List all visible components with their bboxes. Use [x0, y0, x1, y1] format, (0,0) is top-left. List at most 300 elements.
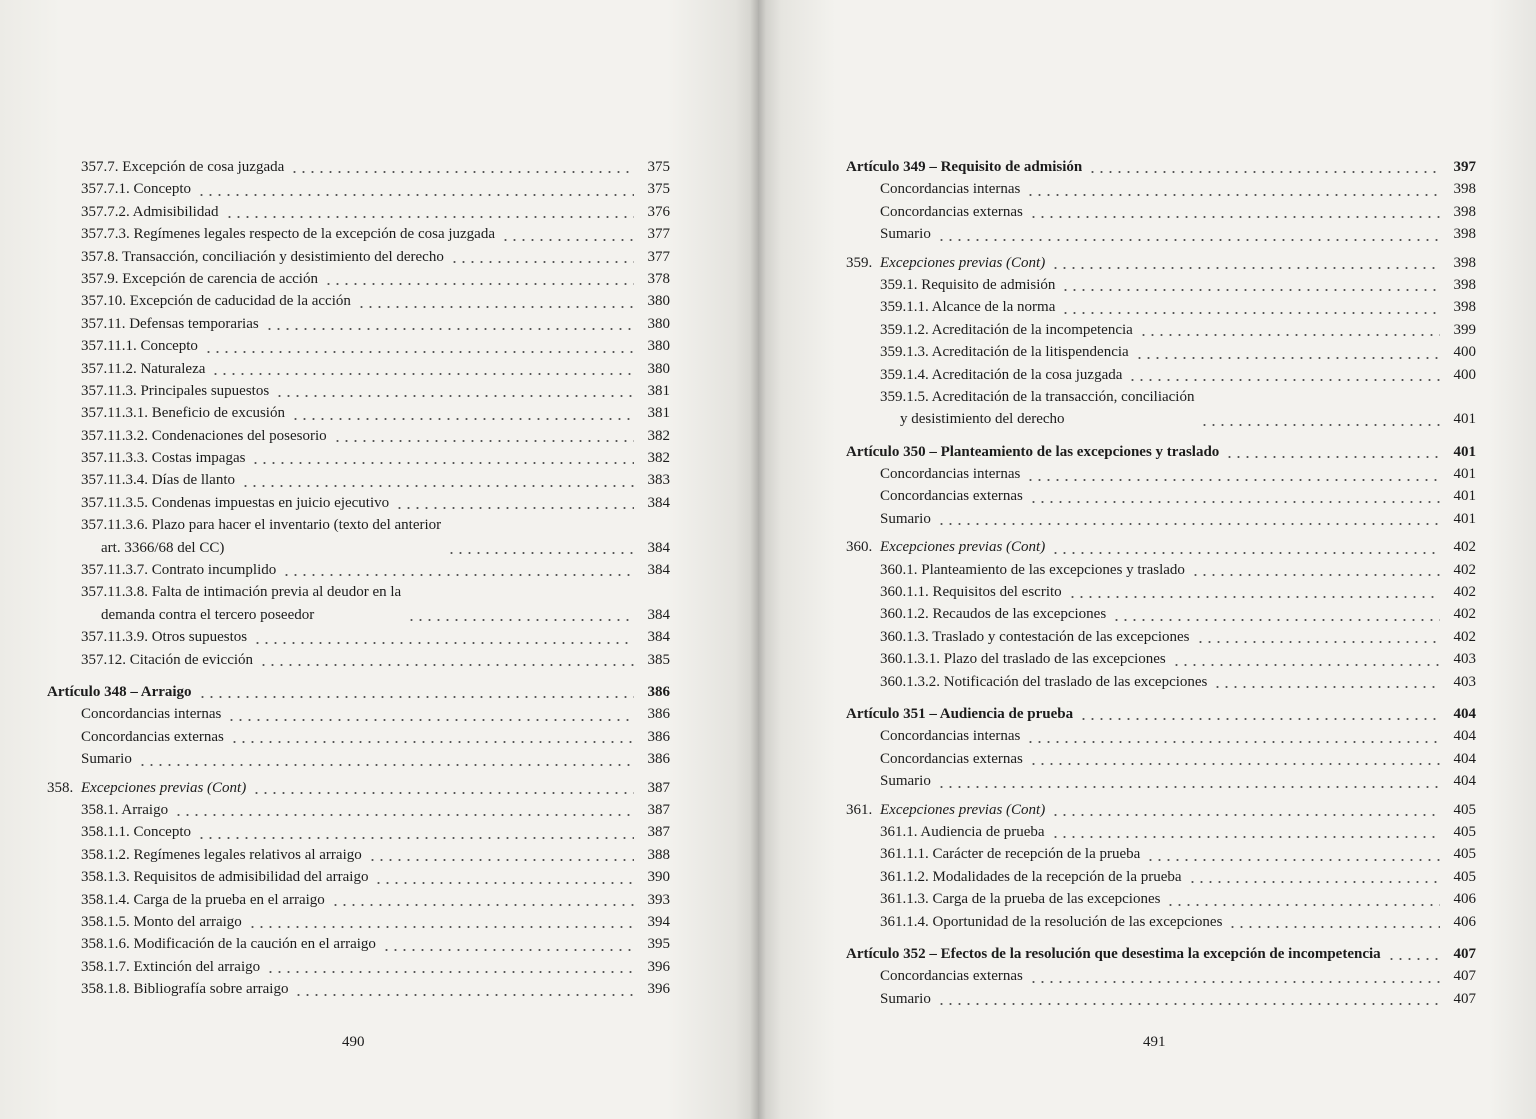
entry-title-line-2: demanda contra el tercero poseedor: [101, 606, 315, 623]
entry-title: 357.11.2. Naturaleza: [81, 360, 206, 377]
entry-page-number: 402: [1453, 606, 1476, 623]
dot-leader: [1026, 741, 1440, 743]
entry-title: 359.1. Requisito de admisión: [880, 276, 1056, 293]
toc-entry: [47, 626, 670, 648]
article-title: Artículo 352 – Efectos de la resolución que desestima la excepción de incompetencia: [846, 945, 1381, 962]
dot-leader: [382, 949, 634, 951]
entry-page-number: 388: [647, 846, 670, 863]
entry-title: Sumario: [880, 990, 931, 1007]
toc-entry: [47, 246, 670, 268]
dot-leader: [937, 239, 1440, 241]
dot-leader: [174, 814, 634, 816]
table-of-contents-left: [47, 156, 670, 1001]
toc-entry: [846, 888, 1476, 910]
entry-page-number: 380: [647, 338, 670, 355]
entry-title: 361.1.4. Oportunidad de la resolución de las excepciones: [880, 913, 1223, 930]
toc-entry: [47, 178, 670, 200]
dot-leader: [259, 664, 634, 666]
entry-title: 361.1. Audiencia de prueba: [880, 823, 1045, 840]
toc-entry: [47, 447, 670, 469]
toc-entry: [47, 703, 670, 725]
dot-leader: [1026, 194, 1440, 196]
entry-title: 357.11.3.2. Condenaciones del posesorio: [81, 427, 327, 444]
toc-entry: [47, 201, 670, 223]
dot-leader: [1061, 289, 1440, 291]
toc-entry: [846, 770, 1476, 792]
entry-title: 357.11.3.7. Contrato incumplido: [81, 562, 277, 579]
dot-leader: [290, 171, 634, 173]
dot-leader: [395, 507, 634, 509]
toc-article-heading: [846, 943, 1476, 965]
article-title: Artículo 351 – Audiencia de prueba: [846, 706, 1074, 722]
toc-entry: [846, 843, 1476, 865]
dot-leader: [1139, 334, 1440, 336]
article-title: Artículo 348 – Arraigo: [47, 684, 192, 701]
dot-leader: [1200, 424, 1440, 426]
entry-page-number: 381: [647, 382, 670, 399]
toc-entry: [846, 319, 1476, 341]
dot-leader: [230, 741, 634, 743]
dot-leader: [211, 373, 634, 375]
entry-page-number: 396: [647, 981, 670, 998]
entry-title: 360.1.3.1. Plazo del traslado de las excepciones: [880, 651, 1166, 668]
dot-leader: [1146, 859, 1440, 861]
entry-title: 358.1.3. Requisitos de admisibilidad del arraigo: [81, 869, 369, 886]
toc-entry: [47, 223, 670, 245]
article-title: Artículo 349 – Requisito de admisión: [846, 158, 1083, 175]
dot-leader: [248, 926, 634, 928]
section-number: 360.: [846, 539, 873, 556]
dot-leader: [1166, 904, 1440, 906]
book-gutter: [750, 0, 766, 1119]
entry-title: Sumario: [880, 510, 931, 527]
toc-entry: [846, 559, 1476, 581]
entry-title: Concordancias externas: [81, 728, 224, 745]
entry-page-number: 386: [647, 684, 670, 701]
entry-page-number: 380: [647, 293, 670, 310]
entry-title: 358.1.4. Carga de la prueba en el arraigo: [81, 891, 325, 908]
entry-page-number: 377: [647, 226, 670, 243]
dot-leader: [1128, 379, 1440, 381]
dot-leader: [357, 306, 634, 308]
entry-title-line-1: 359.1.5. Acreditación de la transacción, conciliación: [880, 388, 1195, 405]
section-number: 359.: [846, 254, 873, 271]
entry-title: 357.7.1. Concepto: [81, 181, 191, 198]
entry-page-number: 386: [647, 706, 670, 723]
entry-page-number: 380: [647, 315, 670, 332]
toc-section-entry: [846, 252, 1476, 274]
entry-title: 361.1.2. Modalidades de la recepción de la prueba: [880, 868, 1182, 885]
page-number-left: 490: [342, 1034, 365, 1050]
toc-entry: [846, 911, 1476, 933]
toc-entry: [846, 274, 1476, 296]
dot-leader: [331, 904, 634, 906]
page-number-right: 491: [1143, 1034, 1166, 1050]
toc-entry: [47, 425, 670, 447]
toc-entry: [47, 469, 670, 491]
entry-title: Concordancias externas: [880, 750, 1023, 767]
entry-page-number: 377: [647, 248, 670, 265]
dot-leader: [937, 786, 1440, 788]
dot-leader: [1172, 664, 1440, 666]
toc-article-heading: [846, 156, 1476, 178]
dot-leader: [275, 395, 634, 397]
toc-entry: [846, 178, 1476, 200]
toc-entry: [47, 268, 670, 290]
dot-leader: [1029, 981, 1440, 983]
entry-page-number: 402: [1453, 584, 1476, 601]
entry-page-number: 407: [1453, 990, 1476, 1007]
section-title: Excepciones previas (Cont): [880, 254, 1046, 271]
entry-title: Sumario: [880, 773, 931, 790]
toc-article-heading: [846, 703, 1476, 725]
entry-page-number: 405: [1453, 868, 1476, 885]
dot-leader: [1225, 456, 1440, 458]
entry-title: 357.11.3.3. Costas impagas: [81, 450, 246, 467]
entry-page-number: 406: [1453, 913, 1476, 930]
toc-entry: [846, 364, 1476, 386]
dot-leader: [291, 418, 634, 420]
entry-title: 358.1.6. Modificación de la caución en el arraigo: [81, 936, 376, 953]
entry-page-number: 384: [647, 562, 670, 579]
entry-title: Sumario: [880, 226, 931, 243]
entry-page-number: 398: [1453, 254, 1476, 271]
dot-leader: [407, 619, 634, 621]
entry-title: 359.1.1. Alcance de la norma: [880, 299, 1056, 316]
entry-page-number: 385: [647, 651, 670, 668]
entry-page-number: 384: [647, 629, 670, 646]
dot-leader: [1196, 641, 1440, 643]
toc-entry: [47, 978, 670, 1000]
entry-page-number: 407: [1453, 968, 1476, 985]
toc-entry: [846, 603, 1476, 625]
toc-entry: [47, 956, 670, 978]
entry-title-line-2: art. 3366/68 del CC): [101, 539, 225, 556]
left-page: [0, 0, 758, 1119]
section-label: [846, 252, 1045, 274]
entry-title: Sumario: [81, 751, 132, 768]
right-page: [758, 0, 1536, 1119]
dot-leader: [198, 696, 634, 698]
entry-page-number: 401: [1453, 510, 1476, 527]
section-label: [846, 536, 1045, 558]
entry-title: 357.11.3.5. Condenas impuestas en juicio ejecutivo: [81, 494, 390, 511]
dot-leader: [937, 1003, 1440, 1005]
toc-entry: [47, 911, 670, 933]
dot-leader: [501, 239, 634, 241]
entry-title-line-1: 357.11.3.8. Falta de intimación previa al deudor en la: [81, 584, 402, 601]
entry-page-number: 398: [1453, 299, 1476, 316]
entry-page-number: 401: [1453, 443, 1476, 460]
toc-entry: [846, 671, 1476, 693]
entry-page-number: 400: [1453, 366, 1476, 383]
toc-entry: [846, 866, 1476, 888]
toc-entry: [47, 559, 670, 581]
dot-leader: [252, 792, 634, 794]
dot-leader: [1051, 267, 1440, 269]
dot-leader: [1088, 171, 1440, 173]
toc-entry: [47, 799, 670, 821]
entry-page-number: 402: [1453, 539, 1476, 556]
entry-title: 357.7. Excepción de cosa juzgada: [81, 158, 285, 175]
entry-title: 358.1. Arraigo: [81, 801, 169, 818]
dot-leader: [374, 882, 634, 884]
entry-title: 357.11.1. Concepto: [81, 338, 198, 355]
entry-page-number: 387: [647, 824, 670, 841]
dot-leader: [204, 351, 634, 353]
entry-page-number: 375: [647, 181, 670, 198]
dot-leader: [333, 440, 634, 442]
entry-page-number: 398: [1453, 276, 1476, 293]
dot-leader: [1061, 312, 1440, 314]
entry-page-number: 383: [647, 472, 670, 489]
toc-entry: [846, 463, 1476, 485]
entry-page-number: 375: [647, 158, 670, 175]
entry-page-number: 380: [647, 360, 670, 377]
toc-entry: [47, 380, 670, 402]
entry-title: 357.11.3. Principales supuestos: [81, 382, 270, 399]
entry-title: 357.12. Citación de evicción: [81, 651, 254, 668]
toc-entry: [846, 508, 1476, 530]
entry-title: 358.1.1. Concepto: [81, 824, 191, 841]
toc-entry: [47, 821, 670, 843]
dot-leader: [1213, 686, 1440, 688]
entry-page-number: 396: [647, 958, 670, 975]
dot-leader: [197, 837, 634, 839]
entry-title: [880, 386, 1194, 431]
section-number: 358.: [47, 779, 74, 796]
toc-entry: [47, 844, 670, 866]
dot-leader: [447, 552, 634, 554]
entry-page-number: 395: [647, 936, 670, 953]
toc-entry: [846, 296, 1476, 318]
toc-entry: [846, 821, 1476, 843]
entry-title: 357.11.3.1. Beneficio de excusión: [81, 405, 285, 422]
entry-title: 358.1.5. Monto del arraigo: [81, 913, 242, 930]
toc-entry: [47, 402, 670, 424]
entry-title: 357.10. Excepción de caducidad de la acción: [81, 293, 351, 310]
entry-title: [81, 514, 441, 559]
entry-page-number: 401: [1453, 411, 1476, 428]
dot-leader: [225, 216, 634, 218]
entry-title-line-2: y desistimiento del derecho: [900, 411, 1065, 428]
entry-title: 357.11.3.9. Otros supuestos: [81, 629, 248, 646]
toc-entry: [47, 335, 670, 357]
dot-leader: [1079, 718, 1440, 720]
dot-leader: [266, 971, 634, 973]
entry-title: 358.1.7. Extinción del arraigo: [81, 958, 261, 975]
entry-page-number: 402: [1453, 628, 1476, 645]
entry-page-number: 384: [647, 539, 670, 556]
entry-page-number: 390: [647, 869, 670, 886]
section-title: Excepciones previas (Cont): [880, 801, 1046, 818]
entry-page-number: 403: [1453, 673, 1476, 690]
entry-page-number: 382: [647, 450, 670, 467]
entry-title: 357.11. Defensas temporarias: [81, 315, 259, 332]
dot-leader: [450, 261, 634, 263]
entry-page-number: 404: [1453, 750, 1476, 767]
entry-page-number: 397: [1453, 158, 1476, 175]
toc-entry: [47, 866, 670, 888]
toc-entry: [47, 581, 670, 626]
entry-title: 357.7.3. Regímenes legales respecto de la excepción de cosa juzgada: [81, 226, 496, 243]
dot-leader: [1188, 881, 1440, 883]
dot-leader: [1026, 479, 1440, 481]
entry-page-number: 382: [647, 427, 670, 444]
toc-entry: [846, 581, 1476, 603]
dot-leader: [197, 194, 634, 196]
toc-entry: [47, 156, 670, 178]
entry-title: 360.1.2. Recaudos de las excepciones: [880, 606, 1107, 623]
entry-title: [81, 581, 401, 626]
entry-title: Concordancias internas: [880, 466, 1021, 483]
dot-leader: [1051, 814, 1440, 816]
toc-entry: [47, 492, 670, 514]
entry-title: 357.11.3.4. Días de llanto: [81, 472, 236, 489]
entry-title: 358.1.8. Bibliografía sobre arraigo: [81, 981, 289, 998]
entry-page-number: 404: [1453, 728, 1476, 745]
entry-page-number: 394: [647, 913, 670, 930]
entry-page-number: 398: [1453, 203, 1476, 220]
toc-entry: [47, 889, 670, 911]
entry-page-number: 387: [647, 779, 670, 796]
dot-leader: [1029, 501, 1440, 503]
table-of-contents-right: [846, 156, 1476, 1010]
toc-entry: [846, 201, 1476, 223]
entry-title: Concordancias internas: [880, 728, 1021, 745]
toc-entry: [47, 748, 670, 770]
entry-page-number: 404: [1453, 773, 1476, 790]
toc-section-entry: [846, 799, 1476, 821]
entry-title: 357.8. Transacción, conciliación y desistimiento del derecho: [81, 248, 444, 265]
entry-page-number: 404: [1453, 706, 1476, 722]
entry-title: 361.1.1. Carácter de recepción de la prueba: [880, 846, 1141, 863]
article-title: Artículo 350 – Planteamiento de las excepciones y traslado: [846, 443, 1220, 460]
dot-leader: [1387, 958, 1440, 960]
dot-leader: [251, 462, 634, 464]
toc-entry: [846, 965, 1476, 987]
toc-entry: [47, 514, 670, 559]
dot-leader: [324, 283, 634, 285]
entry-page-number: 393: [647, 891, 670, 908]
entry-page-number: 386: [647, 728, 670, 745]
entry-page-number: 403: [1453, 651, 1476, 668]
toc-entry: [846, 725, 1476, 747]
toc-entry: [47, 290, 670, 312]
entry-page-number: 376: [647, 203, 670, 220]
section-label: [846, 799, 1045, 821]
entry-title: Concordancias externas: [880, 968, 1023, 985]
section-label: [47, 777, 246, 799]
dot-leader: [241, 485, 634, 487]
entry-page-number: 406: [1453, 891, 1476, 908]
entry-title: 360.1.3.2. Notificación del traslado de las excepciones: [880, 673, 1208, 690]
entry-title-line-1: 357.11.3.6. Plazo para hacer el inventario (texto del anterior: [81, 517, 442, 534]
dot-leader: [227, 719, 634, 721]
dot-leader: [1135, 357, 1440, 359]
toc-entry: [846, 988, 1476, 1010]
toc-section-entry: [846, 536, 1476, 558]
dot-leader: [1112, 619, 1440, 621]
entry-title: 357.7.2. Admisibilidad: [81, 203, 219, 220]
toc-entry: [47, 358, 670, 380]
toc-entry: [846, 341, 1476, 363]
dot-leader: [253, 642, 634, 644]
entry-page-number: 384: [647, 494, 670, 511]
section-number: 361.: [846, 801, 873, 818]
toc-entry: [47, 933, 670, 955]
toc-entry: [47, 726, 670, 748]
toc-entry: [846, 486, 1476, 508]
entry-title: 360.1.1. Requisitos del escrito: [880, 584, 1062, 601]
dot-leader: [282, 574, 634, 576]
entry-title: Concordancias externas: [880, 488, 1023, 505]
dot-leader: [138, 764, 634, 766]
dot-leader: [1051, 552, 1440, 554]
entry-title: 361.1.3. Carga de la prueba de las excepciones: [880, 891, 1161, 908]
dot-leader: [1191, 574, 1440, 576]
entry-page-number: 405: [1453, 823, 1476, 840]
section-title: Excepciones previas (Cont): [81, 779, 247, 796]
entry-title: 358.1.2. Regímenes legales relativos al arraigo: [81, 846, 362, 863]
entry-page-number: 384: [647, 606, 670, 623]
entry-page-number: 405: [1453, 801, 1476, 818]
entry-title: Concordancias internas: [81, 706, 222, 723]
dot-leader: [294, 994, 634, 996]
toc-entry: [846, 223, 1476, 245]
toc-section-entry: [47, 777, 670, 799]
section-title: Excepciones previas (Cont): [880, 539, 1046, 556]
entry-title: 359.1.3. Acreditación de la litispendencia: [880, 344, 1129, 361]
dot-leader: [1029, 763, 1440, 765]
entry-page-number: 400: [1453, 344, 1476, 361]
toc-entry: [846, 748, 1476, 770]
entry-page-number: 381: [647, 405, 670, 422]
entry-title: Concordancias externas: [880, 203, 1023, 220]
toc-article-heading: [846, 441, 1476, 463]
dot-leader: [1051, 836, 1440, 838]
entry-page-number: 405: [1453, 846, 1476, 863]
entry-title: 357.9. Excepción de carencia de acción: [81, 270, 318, 287]
dot-leader: [368, 859, 634, 861]
toc-article-heading: [47, 681, 670, 703]
entry-page-number: 401: [1453, 488, 1476, 505]
entry-page-number: 386: [647, 751, 670, 768]
toc-entry: [47, 313, 670, 335]
dot-leader: [1228, 926, 1440, 928]
entry-page-number: 398: [1453, 181, 1476, 198]
dot-leader: [265, 328, 634, 330]
dot-leader: [937, 523, 1440, 525]
entry-title: 359.1.4. Acreditación de la cosa juzgada: [880, 366, 1123, 383]
entry-page-number: 407: [1453, 945, 1476, 962]
dot-leader: [1029, 216, 1440, 218]
toc-entry: [47, 649, 670, 671]
entry-page-number: 399: [1453, 321, 1476, 338]
entry-page-number: 402: [1453, 561, 1476, 578]
toc-entry: [846, 626, 1476, 648]
toc-entry: [846, 386, 1476, 431]
entry-page-number: 398: [1453, 226, 1476, 243]
dot-leader: [1068, 596, 1440, 598]
entry-page-number: 387: [647, 801, 670, 818]
entry-title: 359.1.2. Acreditación de la incompetencia: [880, 321, 1133, 338]
toc-entry: [846, 648, 1476, 670]
entry-title: 360.1.3. Traslado y contestación de las excepciones: [880, 628, 1190, 645]
entry-page-number: 401: [1453, 466, 1476, 483]
entry-title: Concordancias internas: [880, 181, 1021, 198]
entry-title: 360.1. Planteamiento de las excepciones y traslado: [880, 561, 1185, 578]
